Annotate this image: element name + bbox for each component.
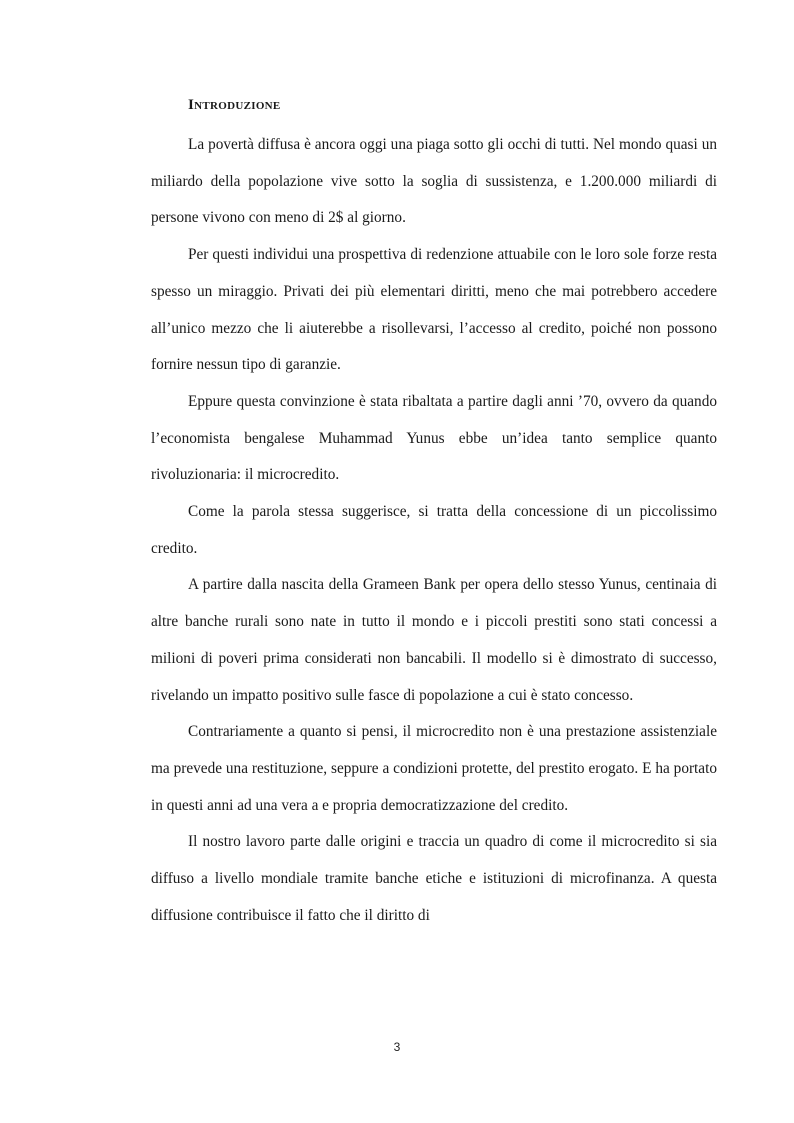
page-number: 3 (393, 1040, 401, 1054)
paragraph-1: La povertà diffusa è ancora oggi una piaga sotto gli occhi di tutti. Nel mondo quasi un miliardo della popolazione vive sotto la soglia di sussistenza, e 1.200.000 miliardi di persone vivono con meno di 2$ al giorno. (151, 136, 717, 227)
section-heading: Introduzione (188, 97, 281, 113)
paragraph-5: A partire dalla nascita della Grameen Bank per opera dello stesso Yunus, centinaia di altre banche rurali sono nate in tutto il mondo e i piccoli prestiti sono stati concessi a milioni di poveri prima considerati non bancabili. Il modello si è dimostrato di successo, rivelando un impatto positivo sulle fasce di popolazione a cui è stato concesso. (151, 576, 717, 704)
paragraph-2: Per questi individui una prospettiva di redenzione attuabile con le loro sole forze resta spesso un miraggio. Privati dei più elementari diritti, meno che mai potrebbero accedere all’unico mezzo che li aiuterebbe a risollevarsi, l’accesso al credito, poiché non possono fornire nessun tipo di garanzie. (151, 246, 717, 374)
paragraph-3: Eppure questa convinzione è stata ribaltata a partire dagli anni ’70, ovvero da quando l’economista bengalese Muhammad Yunus ebbe un’idea tanto semplice quanto rivoluzionaria: il microcredito. (151, 392, 717, 484)
paragraph-4: Come la parola stessa suggerisce, si tratta della concessione di un piccolissimo credito. (151, 503, 717, 557)
paragraph-6: Contrariamente a quanto si pensi, il microcredito non è una prestazione assistenziale ma prevede una restituzione, seppure a condizioni protette, del prestito erogato. E ha portato in questi anni ad una vera a e propria democratizzazione del credito. (151, 723, 717, 814)
paragraph-7: Il nostro lavoro parte dalle origini e traccia un quadro di come il microcredito si sia diffuso a livello mondiale tramite banche etiche e istituzioni di microfinanza. A questa diffusione contribuisce il fatto che il diritto di (151, 833, 717, 924)
document-page (151, 93, 717, 934)
